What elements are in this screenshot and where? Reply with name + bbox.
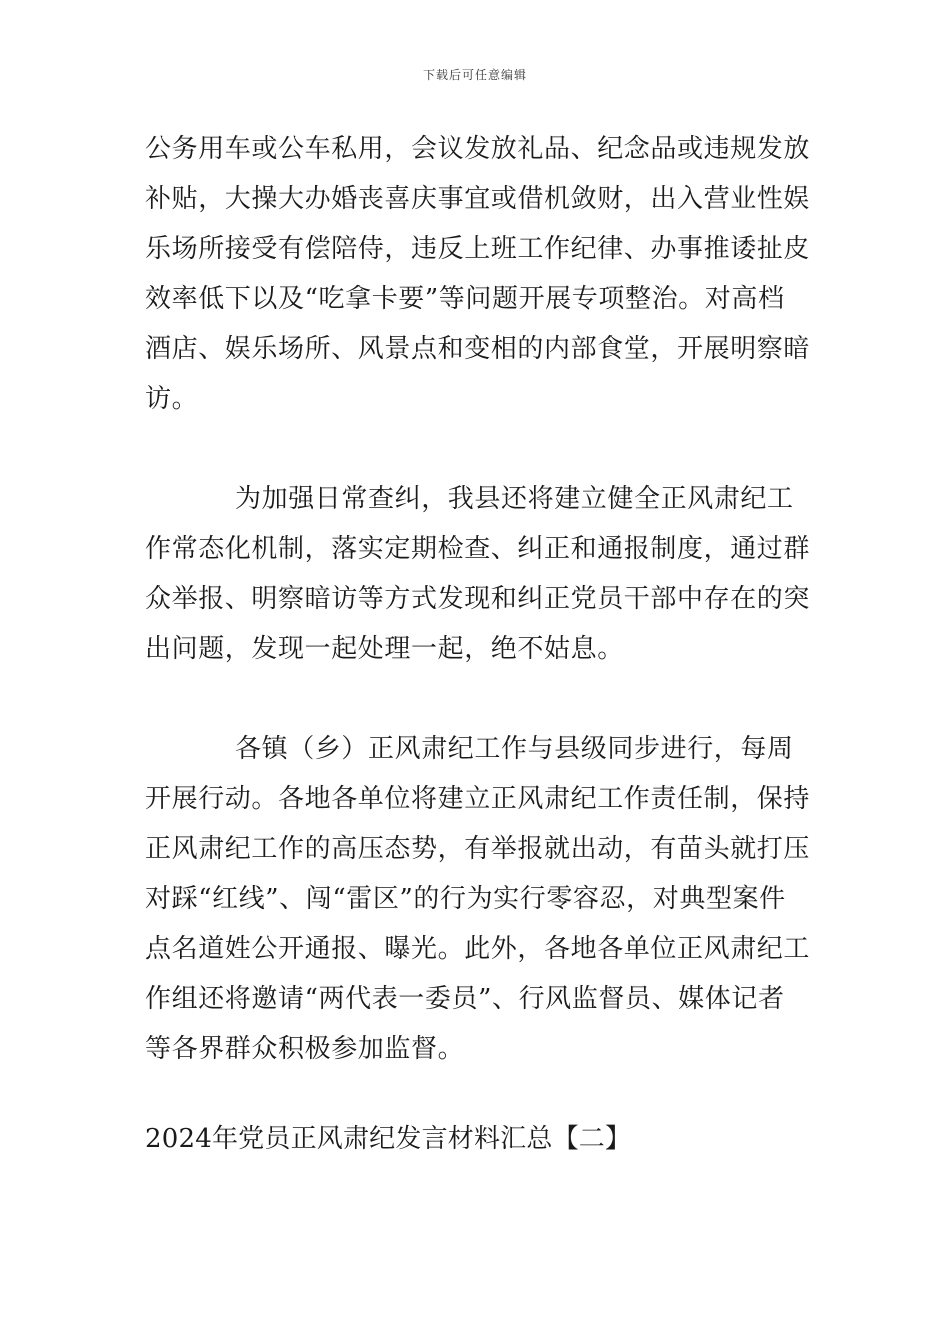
paragraph-1: 公务用车或公车私用，会议发放礼品、纪念品或违规发放补贴，大操大办婚丧喜庆事宜或借机敛财，出入营业性娱乐场所接受有偿陪侍，违反上班工作纪律、办事推诿扯皮效率低下以及“吃拿卡要”等问题开展专项整治。对高档酒店、娱乐场所、风景点和变相的内部食堂，开展明察暗访。 — [145, 134, 811, 414]
section-title: 2024年党员正风肃纪发言材料汇总【二】 — [145, 1124, 632, 1154]
page-header-note: 下载后可任意编辑 — [422, 68, 527, 82]
paragraph-2: 为加强日常查纠，我县还将建立健全正风肃纪工作常态化机制，落实定期检查、纠正和通报制度，通过群众举报、明察暗访等方式发现和纠正党员干部中存在的突出问题，发现一起处理一起，绝不姑息。 — [145, 484, 811, 664]
document-body — [145, 124, 810, 1164]
paragraph-3: 各镇（乡）正风肃纪工作与县级同步进行，每周开展行动。各地各单位将建立正风肃纪工作责任制，保持正风肃纪工作的高压态势，有举报就出动，有苗头就打压对踩“红线”、闯“雷区”的行为实行零容忍，对典型案件点名道姓公开通报、曝光。此外，各地各单位正风肃纪工作组还将邀请“两代表一委员”、行风监督员、媒体记者等各界群众积极参加监督。 — [145, 734, 811, 1064]
